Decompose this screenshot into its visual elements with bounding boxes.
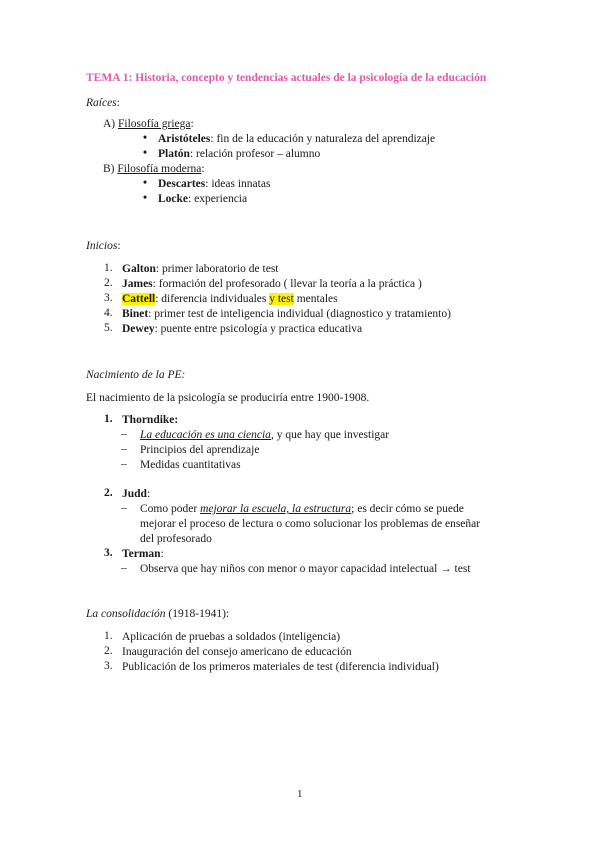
list-number: 2. (104, 277, 113, 289)
raices-a-sub-2: Platón: relación profesor – alumno (158, 148, 321, 160)
inicios-item-1: Galton: primer laboratorio de test (122, 263, 279, 275)
section-raices-heading: Raíces: (86, 97, 120, 109)
dash-icon: – (121, 443, 127, 455)
list-number: 2. (104, 645, 113, 657)
raices-item-b: B) Filosofía moderna: (103, 163, 205, 175)
judd-point-line-3: del profesorado (140, 533, 212, 545)
thorndike-point-1: La educación es una ciencia, y que hay que investigar (140, 429, 390, 441)
list-number: 3. (104, 292, 113, 304)
section-inicios-heading: Inicios: (86, 240, 121, 252)
dash-icon: – (121, 562, 127, 574)
judd-heading: Judd: (122, 488, 151, 500)
raices-b-sub-1: Descartes: ideas innatas (158, 178, 271, 190)
list-number: 5. (104, 322, 113, 334)
thorndike-heading: Thorndike: (122, 414, 179, 426)
terman-point-1: Observa que hay niños con menor o mayor capacidad intelectual → test (140, 563, 471, 575)
raices-b-sub-2: Locke: experiencia (158, 193, 248, 205)
terman-heading: Terman: (122, 548, 164, 560)
inicios-item-5: Dewey: puente entre psicología y practica educativa (122, 323, 363, 335)
list-number: 1. (104, 262, 113, 274)
page-number: 1 (297, 788, 303, 800)
judd-point-line-2: mejorar el proceso de lectura o como solucionar los problemas de enseñar (140, 518, 481, 530)
bullet-icon: • (143, 177, 148, 189)
highlight: y test (269, 293, 294, 305)
thorndike-point-2: Principios del aprendizaje (140, 444, 260, 456)
dash-icon: – (121, 458, 127, 470)
list-number: 3. (104, 547, 113, 559)
consolidacion-item-3: Publicación de los primeros materiales de test (diferencia individual) (122, 661, 439, 673)
inicios-item-3: Cattell: diferencia individuales y test mentales (122, 293, 338, 305)
list-number: 1. (104, 413, 113, 425)
list-number: 4. (104, 307, 113, 319)
inicios-item-2: James: formación del profesorado ( llevar la teoría a la práctica ) (122, 278, 422, 290)
section-consolidacion-heading: La consolidación (1918-1941): (86, 608, 230, 620)
document-title: TEMA 1: Historia, concepto y tendencias actuales de la psicología de la educación (86, 72, 487, 84)
bullet-icon: • (143, 192, 148, 204)
thorndike-point-3: Medidas cuantitativas (140, 459, 241, 471)
list-number: 1. (104, 630, 113, 642)
dash-icon: – (121, 502, 127, 514)
bullet-icon: • (143, 147, 148, 159)
list-number: 3. (104, 660, 113, 672)
list-number: 2. (104, 487, 113, 499)
bullet-icon: • (143, 132, 148, 144)
section-nacimiento-heading: Nacimiento de la PE: (86, 369, 186, 381)
consolidacion-item-2: Inauguración del consejo americano de educación (122, 646, 352, 658)
dash-icon: – (121, 428, 127, 440)
consolidacion-item-1: Aplicación de pruebas a soldados (inteligencia) (122, 631, 341, 643)
raices-item-a: A) Filosofía griega: (103, 118, 194, 130)
judd-point-line-1: Como poder mejorar la escuela, la estructura; es decir cómo se puede (140, 503, 464, 515)
inicios-item-4: Binet: primer test de inteligencia individual (diagnostico y tratamiento) (122, 308, 451, 320)
raices-a-sub-1: Aristóteles: fin de la educación y naturaleza del aprendizaje (158, 133, 436, 145)
nacimiento-intro: El nacimiento de la psicología se produciría entre 1900-1908. (86, 392, 370, 404)
